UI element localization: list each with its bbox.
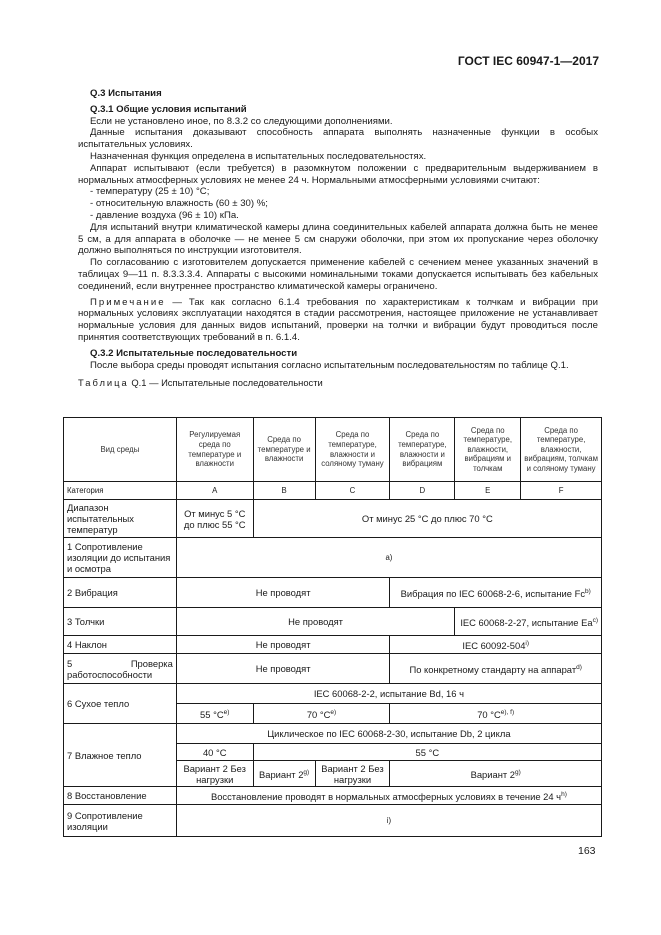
table-cell [253, 761, 315, 787]
list-item: - относительную влажность (60 ± 30) %; [90, 198, 268, 210]
cell-text: Вибрация по IEC 60068-2-6, испытание Fc [400, 588, 586, 600]
subsection-title: Q.3.2 Испытательные последовательности [90, 347, 298, 359]
footnote-ref: e) [330, 708, 337, 716]
paragraph: Для испытаний внутри климатической камеры длина соединительных кабелей аппарата должна быть не менее 5 см, а для аппарата в оболочке — не менее 5 см снаружи оболочки, при этом их пропускание через оболочку должно выполняться по инструкции изготовителя. [78, 221, 598, 257]
list-item: - давление воздуха (96 ± 10) кПа. [90, 209, 239, 221]
cell-text: Вариант 2 [470, 769, 516, 781]
table-cell: A [176, 482, 253, 500]
subsection-title: Q.3.1 Общие условия испытаний [90, 103, 247, 115]
footnote-ref: g) [515, 768, 521, 776]
table-cell: Вариант 2 Без нагрузки [315, 761, 390, 787]
table-cell: Не проводят [176, 636, 390, 654]
footnote-ref: b) [585, 587, 591, 595]
table-row [64, 500, 602, 538]
table-cell: Не проводят [176, 578, 390, 608]
table-row [64, 724, 602, 744]
table-cell [390, 578, 602, 608]
footnote-ref: g) [303, 768, 310, 776]
table-cell [390, 704, 602, 724]
table-row [64, 787, 602, 805]
category-label: Категория [64, 482, 177, 500]
table-cell [390, 654, 602, 684]
header-cell: Среда по температуре, влажности и соляному туману [315, 418, 390, 482]
footnote-ref: c) [592, 616, 598, 624]
note-label: Примечание [90, 296, 166, 308]
header-cell: Среда по температуре, влажности и вибрациям [390, 418, 455, 482]
table-cell: C [315, 482, 390, 500]
document-body [78, 88, 598, 389]
row-label: Диапазон испытательных температур [64, 500, 177, 538]
paragraph: По согласованию с изготовителем допускается применение кабелей с сечением менее указанных значений в таблицах 9—11 п. 8.3.3.3.4. Аппараты с высокими номинальными токами допускается испытывать без кабельных соединений, если внутреннее пространство климатической камеры ограничено. [78, 257, 598, 292]
table-cell: 55 °С [253, 744, 601, 761]
table-cell: a) [176, 538, 601, 578]
note [78, 297, 598, 344]
paragraph: Назначенная функция определена в испытательных последовательностях. [90, 150, 427, 162]
table-cell: Не проводят [176, 608, 454, 636]
row-label: 6 Сухое тепло [64, 684, 177, 724]
table-row [64, 684, 602, 704]
table-cell [390, 636, 602, 654]
table-cell: E [455, 482, 521, 500]
table-cell [455, 608, 602, 636]
table-row [64, 608, 602, 636]
table-cell [176, 787, 601, 805]
table-cell [176, 704, 253, 724]
header-cell: Регулируемая среда по температуре и влажности [176, 418, 253, 482]
table-row [64, 482, 602, 500]
paragraph: Аппарат испытывают (если требуется) в разомкнутом положении с предварительным выдерживанием в нормальных атмосферных условиях не менее 24 ч. Нормальными атмосферными условиями считают: [78, 162, 598, 186]
row-label: 7 Влажное тепло [64, 724, 177, 787]
table-cell: 40 °С [176, 744, 253, 761]
footnote-ref: e) [223, 708, 230, 716]
table-row [64, 636, 602, 654]
cell-text: 55 °С [200, 709, 224, 721]
table-cell: Не проводят [176, 654, 390, 684]
list-item: - температуру (25 ± 10) °С; [90, 186, 210, 198]
table-row [64, 538, 602, 578]
table-row [64, 654, 602, 684]
cell-text: По конкретному стандарту на аппарат [409, 664, 577, 676]
header-cell: Среда по температуре, влажности, вибрациям, толчкам и соляному туману [521, 418, 602, 482]
row-label: 5 Проверка работоспособности [64, 654, 177, 684]
table-cell: B [253, 482, 315, 500]
note-text: — Так как согласно 6.1.4 требования по характеристикам к толчкам и вибрации при нормальных условиях эксплуатации находятся в стадии рассмотрения, настоящее приложение не устанавливает нормальные условия для данных видов испытаний, проверки на толчки и вибрации будут проводиться после принятия соответствующих требований в п. 6.1.4. [78, 296, 598, 343]
table-cell: От минус 25 °С до плюс 70 °С [253, 500, 601, 538]
paragraph: Данные испытания доказывают способность аппарата выполнять назначенные функции в особых испытательных условиях. [78, 127, 598, 151]
header-cell: Вид среды [64, 418, 177, 482]
table-cell: F [521, 482, 602, 500]
table-row [64, 578, 602, 608]
header-cell: Среда по температуре, влажности, вибрациям и толчкам [455, 418, 521, 482]
table-cell [253, 704, 390, 724]
cell-text: IEC 60068-2-27, испытание Ea [460, 617, 593, 629]
table-cell [390, 761, 602, 787]
section-title: Q.3 Испытания [90, 88, 162, 99]
row-label: 3 Толчки [64, 608, 177, 636]
paragraph: После выбора среды проводят испытания согласно испытательным последовательностям по таблице Q.1. [90, 359, 569, 371]
table-header-row [64, 418, 602, 482]
table-cell: i) [176, 805, 601, 837]
test-sequences-table [63, 417, 602, 837]
caption-label: Таблица [78, 377, 129, 389]
row-label: 2 Вибрация [64, 578, 177, 608]
row-label: 9 Сопротивление изоляции [64, 805, 177, 837]
row-label: 1 Сопротивление изоляции до испытания и осмотра [64, 538, 177, 578]
footnote-ref: h) [561, 790, 567, 798]
footnote-ref: d) [576, 663, 582, 671]
document-header: ГОСТ IEC 60947-1—2017 [457, 54, 599, 68]
row-label: 8 Восстановление [64, 787, 177, 805]
table-cell: D [390, 482, 455, 500]
footnote-ref: e), f) [500, 708, 515, 716]
header-cell: Среда по температуре и влажности [253, 418, 315, 482]
page-number: 163 [578, 845, 596, 857]
table-row [64, 805, 602, 837]
footnote-ref: i) [525, 639, 530, 647]
cell-text: 70 °С [477, 709, 501, 721]
cell-text: IEC 60092-504 [462, 640, 526, 652]
caption-text: Q.1 — Испытательные последовательности [128, 377, 323, 389]
cell-text: Восстановление проводят в нормальных атмосферных условиях в течение 24 ч [210, 791, 562, 803]
table-cell: Вариант 2 Без нагрузки [176, 761, 253, 787]
paragraph: Если не установлено иное, по 8.3.2 со следующими дополнениями. [90, 115, 393, 127]
table-cell: От минус 5 °С до плюс 55 °С [176, 500, 253, 538]
cell-text: 70 °С [306, 709, 331, 721]
table-caption [78, 377, 598, 389]
row-label: 4 Наклон [64, 636, 177, 654]
table-cell: IEC 60068-2-2, испытание Bd, 16 ч [176, 684, 601, 704]
table-cell: Циклическое по IEC 60068-2-30, испытание Db, 2 цикла [176, 724, 601, 744]
cell-text: Вариант 2 [259, 769, 304, 781]
